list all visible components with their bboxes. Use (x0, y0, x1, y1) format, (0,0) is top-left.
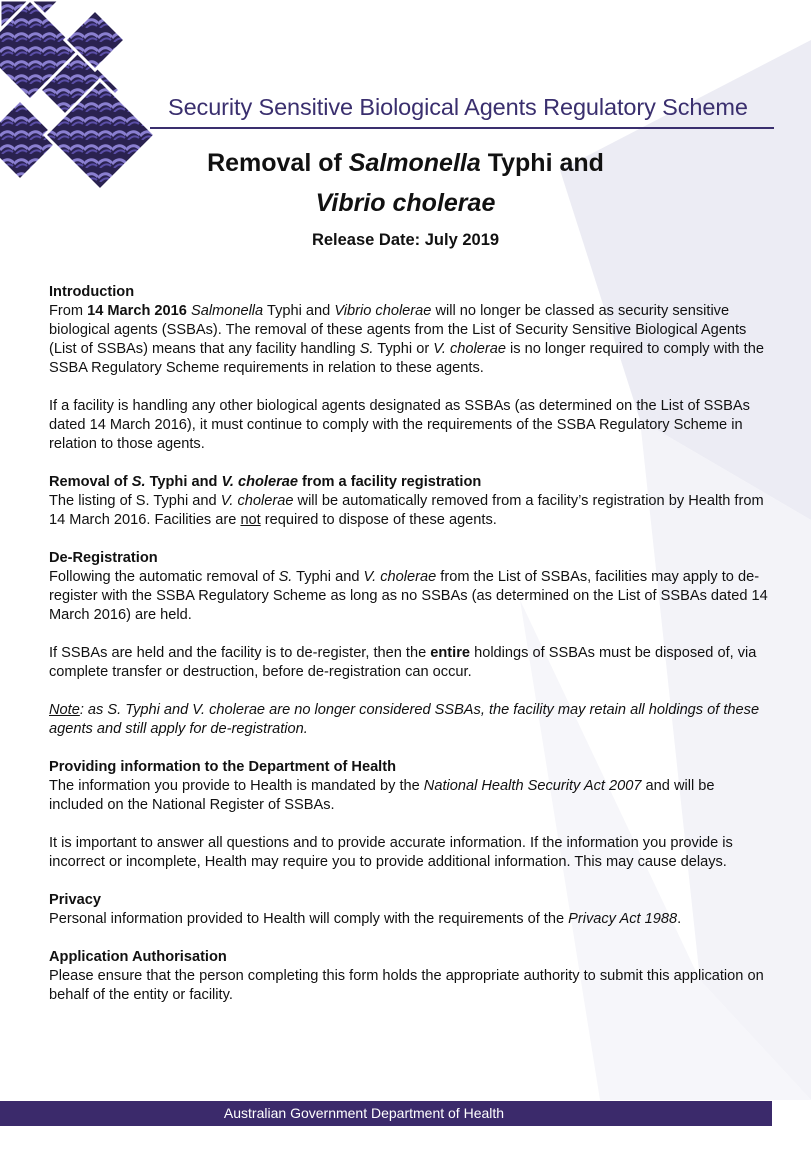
document-title-line2: Vibrio cholerae (315, 189, 496, 217)
section-heading-privacy: Privacy (49, 892, 101, 908)
introduction-paragraph-2: If a facility is handling any other biological agents designated as SSBAs (as determined on the List of SSBAs dated 14 March 2016), it must continue to comply with the requirements of the SSBA Regulatory Scheme in relation to those agents. (49, 398, 750, 452)
header-rule (150, 127, 774, 129)
removal-paragraph: The listing of S. Typhi and V. cholerae will be automatically removed from a facility’s registration by Health from 14 March 2016. Facilities are not required to dispose of these agents. (49, 493, 764, 528)
section-heading-providing-information: Providing information to the Department of Health (49, 759, 397, 775)
document-body (49, 283, 769, 1024)
deregistration-paragraph-2: If SSBAs are held and the facility is to de-register, then the entire holdings of SSBAs must be disposed of, via complete transfer or destruction, before de-registration can occur. (49, 645, 757, 680)
providing-paragraph-2: It is important to answer all questions and to provide accurate information. If the information you provide is incorrect or incomplete, Health may require you to provide additional information. This may cause delays. (49, 835, 733, 870)
section-heading-deregistration: De-Registration (49, 550, 158, 566)
authorisation-paragraph: Please ensure that the person completing this form holds the appropriate authority to submit this application on behalf of the entity or facility. (49, 968, 764, 1003)
section-heading-removal: Removal of S. Typhi and V. cholerae from a facility registration (49, 474, 482, 490)
section-heading-authorisation: Application Authorisation (49, 949, 227, 965)
footer-bar (0, 1101, 772, 1126)
privacy-paragraph: Personal information provided to Health will comply with the requirements of the Privacy Act 1988. (49, 911, 682, 927)
document-title-line1: Removal of Salmonella Typhi and (207, 149, 604, 177)
ssba-logo (0, 0, 170, 210)
scheme-title: Security Sensitive Biological Agents Regulatory Scheme (168, 94, 748, 120)
deregistration-note: Note: as S. Typhi and V. cholerae are no longer considered SSBAs, the facility may retain all holdings of these agents and still apply for de-registration. (49, 702, 760, 737)
footer-text: Australian Government Department of Health (223, 1105, 505, 1121)
deregistration-paragraph-1: Following the automatic removal of S. Typhi and V. cholerae from the List of SSBAs, facilities may apply to de-register with the SSBA Regulatory Scheme as long as no SSBAs (as determined on the List of SSBAs dated 14 March 2016) are held. (49, 569, 768, 623)
introduction-paragraph-1: From 14 March 2016 Salmonella Typhi and Vibrio cholerae will no longer be classed as security sensitive biological agents (SSBAs). The removal of these agents from the List of Security Sensitive Biological Agents (List of SSBAs) means that any facility handling S. Typhi or V. cholerae is no longer required to comply with the SSBA Regulatory Scheme requirements in relation to these agents. (49, 303, 764, 376)
release-date: Release Date: July 2019 (311, 231, 500, 249)
providing-paragraph-1: The information you provide to Health is mandated by the National Health Security Act 2007 and will be included on the National Register of SSBAs. (49, 778, 715, 813)
section-heading-introduction: Introduction (49, 284, 135, 300)
